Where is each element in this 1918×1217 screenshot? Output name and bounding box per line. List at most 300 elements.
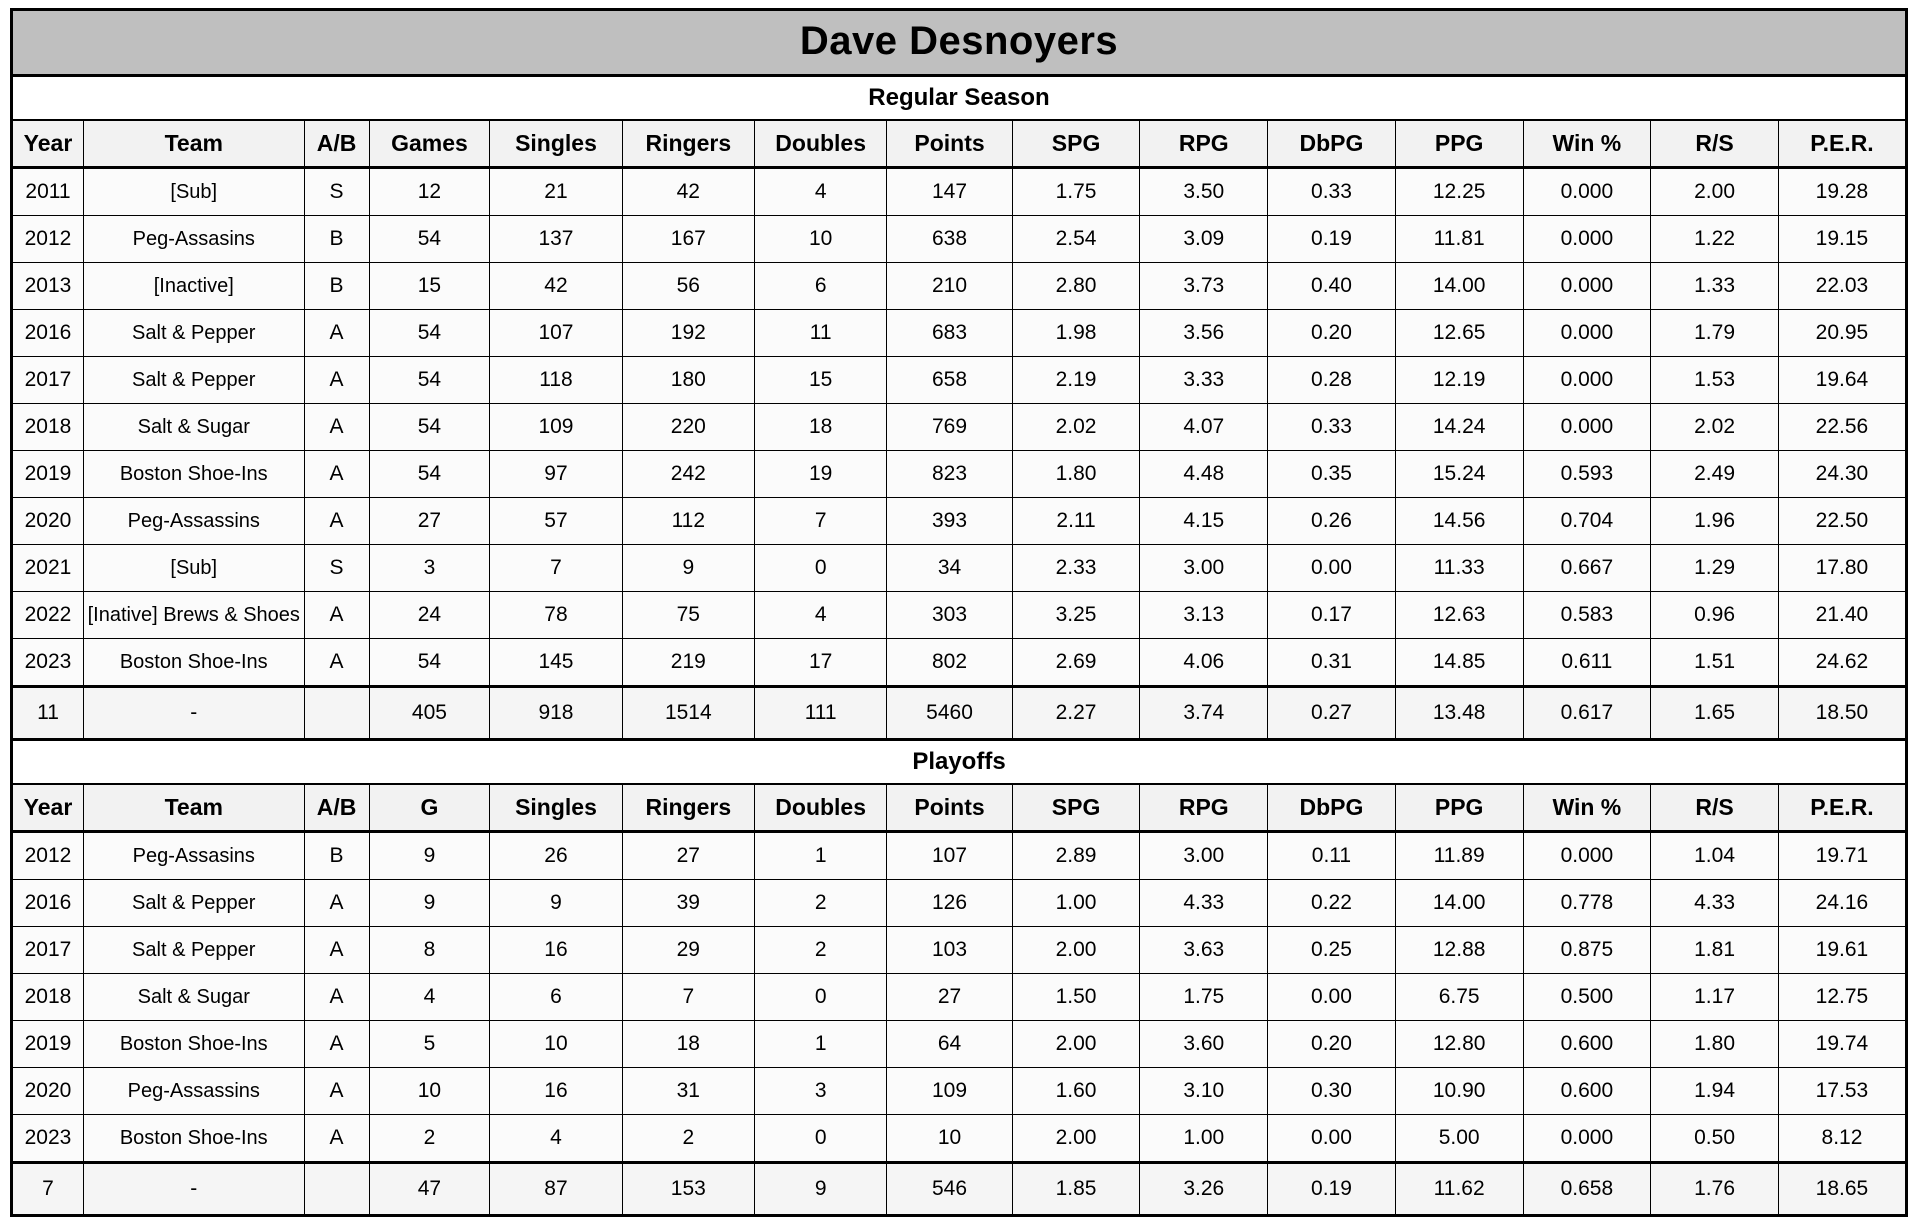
- cell-stat: 0.583: [1523, 592, 1651, 639]
- cell-total: 0.27: [1268, 687, 1396, 740]
- cell-stat: 22.03: [1778, 263, 1906, 310]
- cell-stat: 167: [622, 216, 754, 263]
- cell-team: Salt & Pepper: [83, 927, 304, 974]
- cell-stat: 21: [490, 168, 622, 216]
- cell-year: 2017: [12, 357, 84, 404]
- cell-team: Peg-Assasins: [83, 832, 304, 880]
- cell-stat: 12.80: [1395, 1021, 1523, 1068]
- cell-stat: 0.11: [1268, 832, 1396, 880]
- cell-stat: 3.60: [1140, 1021, 1268, 1068]
- cell-stat: 19.71: [1778, 832, 1906, 880]
- cell-stat: 19.28: [1778, 168, 1906, 216]
- cell-year: 2019: [12, 1021, 84, 1068]
- cell-stat: A: [304, 974, 369, 1021]
- cell-total: 18.50: [1778, 687, 1906, 740]
- cell-stat: 4.06: [1140, 639, 1268, 687]
- cell-stat: 0.22: [1268, 880, 1396, 927]
- cell-stat: 4.07: [1140, 404, 1268, 451]
- cell-year: 2012: [12, 216, 84, 263]
- totals-row: [12, 687, 1907, 740]
- cell-stat: 1: [754, 832, 886, 880]
- cell-stat: 0.25: [1268, 927, 1396, 974]
- cell-stat: 3.13: [1140, 592, 1268, 639]
- column-header[interactable]: Doubles: [754, 120, 886, 168]
- cell-stat: 1.53: [1651, 357, 1779, 404]
- column-header[interactable]: RPG: [1140, 120, 1268, 168]
- cell-total: 3.26: [1140, 1163, 1268, 1216]
- cell-stat: 12.75: [1778, 974, 1906, 1021]
- cell-stat: 14.24: [1395, 404, 1523, 451]
- cell-stat: 2: [754, 880, 886, 927]
- cell-stat: 54: [369, 639, 490, 687]
- cell-total: 0.19: [1268, 1163, 1396, 1216]
- cell-stat: 107: [490, 310, 622, 357]
- cell-stat: 769: [887, 404, 1012, 451]
- cell-stat: 17.53: [1778, 1068, 1906, 1115]
- cell-stat: A: [304, 310, 369, 357]
- table-row: [12, 1068, 1907, 1115]
- cell-stat: 29: [622, 927, 754, 974]
- cell-stat: 42: [622, 168, 754, 216]
- section-title: Regular Season: [12, 76, 1907, 121]
- column-header[interactable]: DbPG: [1268, 784, 1396, 832]
- cell-stat: 1.98: [1012, 310, 1140, 357]
- cell-stat: 57: [490, 498, 622, 545]
- cell-stat: 1.94: [1651, 1068, 1779, 1115]
- cell-stat: 3.56: [1140, 310, 1268, 357]
- cell-stat: 823: [887, 451, 1012, 498]
- cell-stat: B: [304, 263, 369, 310]
- cell-stat: 18: [622, 1021, 754, 1068]
- cell-stat: 1.04: [1651, 832, 1779, 880]
- cell-stat: 34: [887, 545, 1012, 592]
- cell-stat: 12.19: [1395, 357, 1523, 404]
- table-row: [12, 310, 1907, 357]
- cell-stat: 78: [490, 592, 622, 639]
- cell-stat: 1.50: [1012, 974, 1140, 1021]
- column-header[interactable]: R/S: [1651, 784, 1779, 832]
- column-header[interactable]: Team: [83, 784, 304, 832]
- table-row: [12, 498, 1907, 545]
- cell-stat: 126: [887, 880, 1012, 927]
- cell-total: [304, 1163, 369, 1216]
- cell-stat: 242: [622, 451, 754, 498]
- cell-stat: 11.81: [1395, 216, 1523, 263]
- cell-stat: 0.600: [1523, 1021, 1651, 1068]
- cell-stat: 1.80: [1651, 1021, 1779, 1068]
- cell-stat: 15.24: [1395, 451, 1523, 498]
- cell-stat: 638: [887, 216, 1012, 263]
- cell-stat: 2: [369, 1115, 490, 1163]
- column-header[interactable]: Singles: [490, 120, 622, 168]
- cell-stat: 0.40: [1268, 263, 1396, 310]
- cell-stat: 0.35: [1268, 451, 1396, 498]
- column-header[interactable]: Team: [83, 120, 304, 168]
- cell-stat: 4.15: [1140, 498, 1268, 545]
- cell-stat: 14.56: [1395, 498, 1523, 545]
- column-header[interactable]: SPG: [1012, 120, 1140, 168]
- cell-stat: 1: [754, 1021, 886, 1068]
- cell-stat: 2.54: [1012, 216, 1140, 263]
- table-row: [12, 1115, 1907, 1163]
- cell-year: 2023: [12, 1115, 84, 1163]
- cell-stat: 54: [369, 404, 490, 451]
- cell-stat: 54: [369, 357, 490, 404]
- section-header-row: [12, 740, 1907, 785]
- cell-total: 153: [622, 1163, 754, 1216]
- cell-stat: 15: [369, 263, 490, 310]
- cell-stat: 2.80: [1012, 263, 1140, 310]
- cell-stat: 4.48: [1140, 451, 1268, 498]
- cell-year: 2018: [12, 404, 84, 451]
- cell-stat: 137: [490, 216, 622, 263]
- cell-total: 3.74: [1140, 687, 1268, 740]
- cell-total: 13.48: [1395, 687, 1523, 740]
- cell-stat: 4: [369, 974, 490, 1021]
- cell-stat: 109: [887, 1068, 1012, 1115]
- cell-stat: 64: [887, 1021, 1012, 1068]
- cell-stat: 0.000: [1523, 404, 1651, 451]
- cell-stat: 3.25: [1012, 592, 1140, 639]
- cell-team: Peg-Assasins: [83, 216, 304, 263]
- cell-total: 1.85: [1012, 1163, 1140, 1216]
- cell-stat: 19: [754, 451, 886, 498]
- cell-stat: 19.15: [1778, 216, 1906, 263]
- cell-stat: 21.40: [1778, 592, 1906, 639]
- cell-stat: 103: [887, 927, 1012, 974]
- cell-stat: 219: [622, 639, 754, 687]
- cell-stat: A: [304, 357, 369, 404]
- cell-stat: 0: [754, 545, 886, 592]
- cell-stat: 4: [754, 168, 886, 216]
- cell-stat: 0.50: [1651, 1115, 1779, 1163]
- cell-stat: 39: [622, 880, 754, 927]
- column-header[interactable]: A/B: [304, 120, 369, 168]
- cell-stat: 3: [369, 545, 490, 592]
- column-header[interactable]: A/B: [304, 784, 369, 832]
- cell-stat: 0.33: [1268, 404, 1396, 451]
- cell-total: -: [83, 1163, 304, 1216]
- cell-stat: 0.875: [1523, 927, 1651, 974]
- cell-stat: 14.00: [1395, 880, 1523, 927]
- cell-stat: 112: [622, 498, 754, 545]
- cell-stat: S: [304, 545, 369, 592]
- cell-stat: 2.89: [1012, 832, 1140, 880]
- cell-stat: 1.79: [1651, 310, 1779, 357]
- cell-year: 2016: [12, 310, 84, 357]
- cell-total: 405: [369, 687, 490, 740]
- cell-stat: 8: [369, 927, 490, 974]
- cell-stat: 11.33: [1395, 545, 1523, 592]
- cell-stat: 107: [887, 832, 1012, 880]
- cell-stat: 54: [369, 310, 490, 357]
- cell-stat: 0.28: [1268, 357, 1396, 404]
- cell-year: 2017: [12, 927, 84, 974]
- cell-year: 2018: [12, 974, 84, 1021]
- cell-total: 87: [490, 1163, 622, 1216]
- cell-stat: 0.30: [1268, 1068, 1396, 1115]
- cell-stat: 2.00: [1012, 1021, 1140, 1068]
- cell-stat: 9: [622, 545, 754, 592]
- column-header[interactable]: R/S: [1651, 120, 1779, 168]
- column-header[interactable]: Win %: [1523, 784, 1651, 832]
- cell-year: 2013: [12, 263, 84, 310]
- cell-stat: 0.00: [1268, 974, 1396, 1021]
- cell-stat: 1.75: [1012, 168, 1140, 216]
- cell-stat: 7: [754, 498, 886, 545]
- cell-team: Boston Shoe-Ins: [83, 1021, 304, 1068]
- column-header[interactable]: PPG: [1395, 120, 1523, 168]
- cell-stat: 24.16: [1778, 880, 1906, 927]
- cell-stat: 180: [622, 357, 754, 404]
- cell-team: Boston Shoe-Ins: [83, 1115, 304, 1163]
- cell-stat: 192: [622, 310, 754, 357]
- cell-stat: 0.00: [1268, 545, 1396, 592]
- cell-total: 7: [12, 1163, 84, 1216]
- cell-stat: 12.63: [1395, 592, 1523, 639]
- cell-stat: 18: [754, 404, 886, 451]
- cell-stat: 54: [369, 216, 490, 263]
- cell-stat: 2.19: [1012, 357, 1140, 404]
- cell-stat: 8.12: [1778, 1115, 1906, 1163]
- cell-total: 47: [369, 1163, 490, 1216]
- cell-team: Salt & Sugar: [83, 974, 304, 1021]
- cell-stat: 0.500: [1523, 974, 1651, 1021]
- cell-stat: 12.88: [1395, 927, 1523, 974]
- column-header[interactable]: SPG: [1012, 784, 1140, 832]
- cell-stat: 12.25: [1395, 168, 1523, 216]
- cell-total: 18.65: [1778, 1163, 1906, 1216]
- cell-stat: 147: [887, 168, 1012, 216]
- cell-total: 111: [754, 687, 886, 740]
- section-title: Playoffs: [12, 740, 1907, 785]
- cell-total: 0.658: [1523, 1163, 1651, 1216]
- cell-stat: 0.00: [1268, 1115, 1396, 1163]
- cell-total: 918: [490, 687, 622, 740]
- cell-stat: 19.74: [1778, 1021, 1906, 1068]
- cell-stat: 109: [490, 404, 622, 451]
- cell-stat: 12: [369, 168, 490, 216]
- cell-team: Peg-Assassins: [83, 498, 304, 545]
- cell-stat: 11: [754, 310, 886, 357]
- cell-stat: 3.33: [1140, 357, 1268, 404]
- cell-stat: 118: [490, 357, 622, 404]
- column-header[interactable]: RPG: [1140, 784, 1268, 832]
- cell-stat: 10: [369, 1068, 490, 1115]
- cell-stat: 145: [490, 639, 622, 687]
- cell-stat: 303: [887, 592, 1012, 639]
- cell-total: 11.62: [1395, 1163, 1523, 1216]
- column-header[interactable]: DbPG: [1268, 120, 1396, 168]
- player-stats-table: [10, 8, 1908, 1217]
- cell-stat: 4.33: [1140, 880, 1268, 927]
- cell-stat: 2: [622, 1115, 754, 1163]
- cell-stat: 2.69: [1012, 639, 1140, 687]
- cell-stat: 14.00: [1395, 263, 1523, 310]
- section-header-row: [12, 76, 1907, 121]
- table-row: [12, 1021, 1907, 1068]
- column-header[interactable]: P.E.R.: [1778, 784, 1906, 832]
- cell-stat: 0.600: [1523, 1068, 1651, 1115]
- table-row: [12, 168, 1907, 216]
- cell-stat: 5.00: [1395, 1115, 1523, 1163]
- cell-stat: 75: [622, 592, 754, 639]
- cell-stat: 3.50: [1140, 168, 1268, 216]
- cell-total: 2.27: [1012, 687, 1140, 740]
- column-header[interactable]: Ringers: [622, 784, 754, 832]
- cell-stat: A: [304, 639, 369, 687]
- cell-stat: 9: [369, 880, 490, 927]
- cell-stat: 0: [754, 1115, 886, 1163]
- cell-stat: A: [304, 1068, 369, 1115]
- cell-stat: 0.000: [1523, 263, 1651, 310]
- cell-stat: 15: [754, 357, 886, 404]
- cell-total: 5460: [887, 687, 1012, 740]
- table-row: [12, 880, 1907, 927]
- cell-stat: 2: [754, 927, 886, 974]
- cell-stat: 10.90: [1395, 1068, 1523, 1115]
- column-header[interactable]: Ringers: [622, 120, 754, 168]
- cell-stat: 0.778: [1523, 880, 1651, 927]
- cell-stat: 1.17: [1651, 974, 1779, 1021]
- cell-stat: 0.611: [1523, 639, 1651, 687]
- page-title: Dave Desnoyers: [12, 10, 1907, 76]
- cell-stat: 1.96: [1651, 498, 1779, 545]
- cell-stat: B: [304, 832, 369, 880]
- cell-stat: 0: [754, 974, 886, 1021]
- cell-stat: 10: [490, 1021, 622, 1068]
- cell-stat: 7: [622, 974, 754, 1021]
- cell-team: Salt & Pepper: [83, 357, 304, 404]
- cell-stat: 24.62: [1778, 639, 1906, 687]
- cell-stat: 16: [490, 1068, 622, 1115]
- cell-stat: 3.73: [1140, 263, 1268, 310]
- cell-stat: 2.33: [1012, 545, 1140, 592]
- column-header[interactable]: Games: [369, 120, 490, 168]
- cell-stat: 1.80: [1012, 451, 1140, 498]
- cell-total: 1514: [622, 687, 754, 740]
- cell-team: Boston Shoe-Ins: [83, 451, 304, 498]
- title-row: [12, 10, 1907, 76]
- cell-stat: 22.50: [1778, 498, 1906, 545]
- cell-stat: A: [304, 498, 369, 545]
- cell-stat: 2.49: [1651, 451, 1779, 498]
- cell-stat: 9: [369, 832, 490, 880]
- cell-stat: 17: [754, 639, 886, 687]
- cell-stat: 0.96: [1651, 592, 1779, 639]
- cell-stat: 3.00: [1140, 545, 1268, 592]
- table-row: [12, 639, 1907, 687]
- cell-total: 9: [754, 1163, 886, 1216]
- cell-team: Salt & Pepper: [83, 880, 304, 927]
- column-header[interactable]: G: [369, 784, 490, 832]
- cell-stat: 6.75: [1395, 974, 1523, 1021]
- cell-total: 11: [12, 687, 84, 740]
- cell-stat: 0.33: [1268, 168, 1396, 216]
- column-header[interactable]: Year: [12, 784, 84, 832]
- cell-total: 1.65: [1651, 687, 1779, 740]
- cell-year: 2019: [12, 451, 84, 498]
- cell-stat: 54: [369, 451, 490, 498]
- cell-stat: 0.000: [1523, 310, 1651, 357]
- cell-stat: 0.20: [1268, 310, 1396, 357]
- cell-team: [Sub]: [83, 168, 304, 216]
- column-header[interactable]: Points: [887, 120, 1012, 168]
- cell-year: 2016: [12, 880, 84, 927]
- cell-stat: A: [304, 592, 369, 639]
- table-row: [12, 927, 1907, 974]
- column-header[interactable]: PPG: [1395, 784, 1523, 832]
- cell-stat: 658: [887, 357, 1012, 404]
- cell-stat: 0.26: [1268, 498, 1396, 545]
- cell-team: Boston Shoe-Ins: [83, 639, 304, 687]
- table-row: [12, 263, 1907, 310]
- column-header[interactable]: Singles: [490, 784, 622, 832]
- cell-stat: 20.95: [1778, 310, 1906, 357]
- cell-stat: 6: [754, 263, 886, 310]
- cell-stat: 19.61: [1778, 927, 1906, 974]
- cell-stat: A: [304, 451, 369, 498]
- cell-stat: 4: [490, 1115, 622, 1163]
- totals-row: [12, 1163, 1907, 1216]
- cell-stat: 0.593: [1523, 451, 1651, 498]
- cell-stat: 26: [490, 832, 622, 880]
- cell-stat: 11.89: [1395, 832, 1523, 880]
- cell-team: [Sub]: [83, 545, 304, 592]
- column-header[interactable]: Win %: [1523, 120, 1651, 168]
- cell-stat: 0.19: [1268, 216, 1396, 263]
- cell-stat: 1.00: [1140, 1115, 1268, 1163]
- cell-stat: 2.00: [1651, 168, 1779, 216]
- cell-stat: 1.00: [1012, 880, 1140, 927]
- cell-stat: 3.00: [1140, 832, 1268, 880]
- cell-stat: 10: [887, 1115, 1012, 1163]
- cell-stat: 24.30: [1778, 451, 1906, 498]
- table-row: [12, 545, 1907, 592]
- cell-stat: 1.75: [1140, 974, 1268, 1021]
- cell-stat: 0.17: [1268, 592, 1396, 639]
- cell-team: Salt & Pepper: [83, 310, 304, 357]
- cell-year: 2020: [12, 1068, 84, 1115]
- cell-stat: A: [304, 1021, 369, 1068]
- table-row: [12, 451, 1907, 498]
- table-row: [12, 832, 1907, 880]
- column-header[interactable]: Points: [887, 784, 1012, 832]
- cell-team: [Inative] Brews & Shoes: [83, 592, 304, 639]
- cell-stat: 1.60: [1012, 1068, 1140, 1115]
- cell-stat: 42: [490, 263, 622, 310]
- column-header[interactable]: Doubles: [754, 784, 886, 832]
- cell-stat: 24: [369, 592, 490, 639]
- cell-stat: 3: [754, 1068, 886, 1115]
- column-header[interactable]: Year: [12, 120, 84, 168]
- table-row: [12, 592, 1907, 639]
- cell-year: 2023: [12, 639, 84, 687]
- cell-stat: 6: [490, 974, 622, 1021]
- cell-total: -: [83, 687, 304, 740]
- cell-total: 546: [887, 1163, 1012, 1216]
- cell-stat: A: [304, 404, 369, 451]
- column-header[interactable]: P.E.R.: [1778, 120, 1906, 168]
- cell-stat: S: [304, 168, 369, 216]
- cell-stat: 9: [490, 880, 622, 927]
- cell-stat: 2.00: [1012, 927, 1140, 974]
- table-row: [12, 216, 1907, 263]
- cell-stat: A: [304, 880, 369, 927]
- cell-stat: 7: [490, 545, 622, 592]
- cell-stat: 3.09: [1140, 216, 1268, 263]
- table-row: [12, 974, 1907, 1021]
